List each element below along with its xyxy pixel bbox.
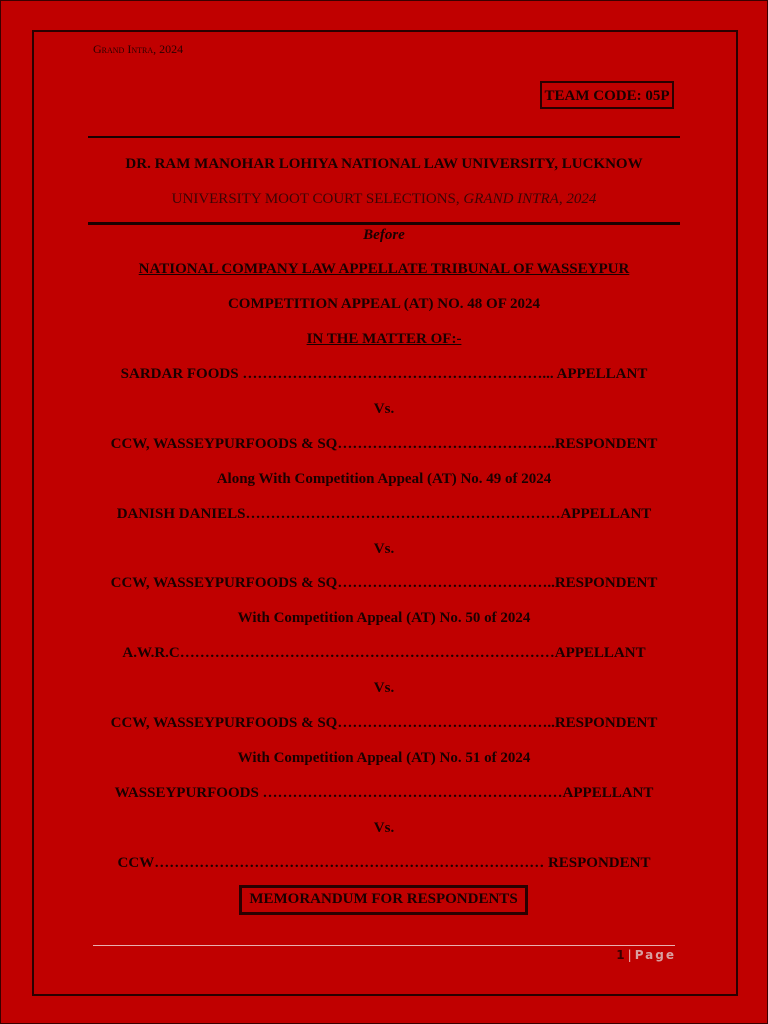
party-line: CCW, WASSEYPURFOODS & SQ……………………………………..RESPONDENT [110, 436, 658, 452]
party-line: CCW…………………………………………………………………… RESPONDENT [117, 855, 651, 871]
tribunal-name: NATIONAL COMPANY LAW APPELLATE TRIBUNAL OF WASSEYPUR [138, 261, 630, 277]
bottom-rule [88, 222, 680, 225]
university-title: DR. RAM MANOHAR LOHIYA NATIONAL LAW UNIVERSITY, LUCKNOW [125, 156, 643, 172]
party-line: WASSEYPURFOODS ……………………………………………………APPELLANT [114, 785, 654, 801]
party-line: CCW, WASSEYPURFOODS & SQ……………………………………..RESPONDENT [110, 715, 658, 731]
appeal-connector: Along With Competition Appeal (AT) No. 49 of 2024 [216, 471, 552, 487]
page-separator: | [627, 948, 632, 962]
team-code-box: TEAM CODE: 05P [540, 81, 674, 109]
page-number [616, 948, 676, 962]
party-line: CCW, WASSEYPURFOODS & SQ……………………………………..RESPONDENT [110, 575, 658, 591]
competition-name: Grand Intra, 2024 [93, 42, 184, 56]
top-rule [88, 136, 680, 138]
appeal-connector: With Competition Appeal (AT) No. 51 of 2024 [237, 750, 531, 766]
selections-italic: GRAND INTRA, 2024 [463, 191, 597, 207]
memorandum-title: MEMORANDUM FOR RESPONDENTS [239, 885, 528, 915]
appeal-number: COMPETITION APPEAL (AT) NO. 48 OF 2024 [227, 296, 541, 312]
party-line: DANISH DANIELS………………………………………………………APPELLANT [116, 506, 652, 522]
versus-line: Vs. [373, 541, 395, 557]
in-the-matter: IN THE MATTER OF:- [306, 331, 462, 347]
before-label: Before [363, 227, 405, 243]
party-line: A.W.R.C…………………………………………………………………APPELLANT [122, 645, 646, 661]
footer-rule [93, 945, 675, 946]
selections-line [0, 191, 768, 208]
versus-line: Vs. [373, 401, 395, 417]
appeal-connector: With Competition Appeal (AT) No. 50 of 2024 [237, 610, 531, 626]
selections-prefix: UNIVERSITY MOOT COURT SELECTIONS, [171, 191, 464, 207]
page-label: Page [634, 948, 676, 962]
versus-line: Vs. [373, 820, 395, 836]
versus-line: Vs. [373, 680, 395, 696]
party-line: SARDAR FOODS ……………………………………………………... APPELLANT [120, 366, 648, 382]
competition-header [93, 42, 183, 57]
page-number-value: 1 [616, 948, 625, 962]
